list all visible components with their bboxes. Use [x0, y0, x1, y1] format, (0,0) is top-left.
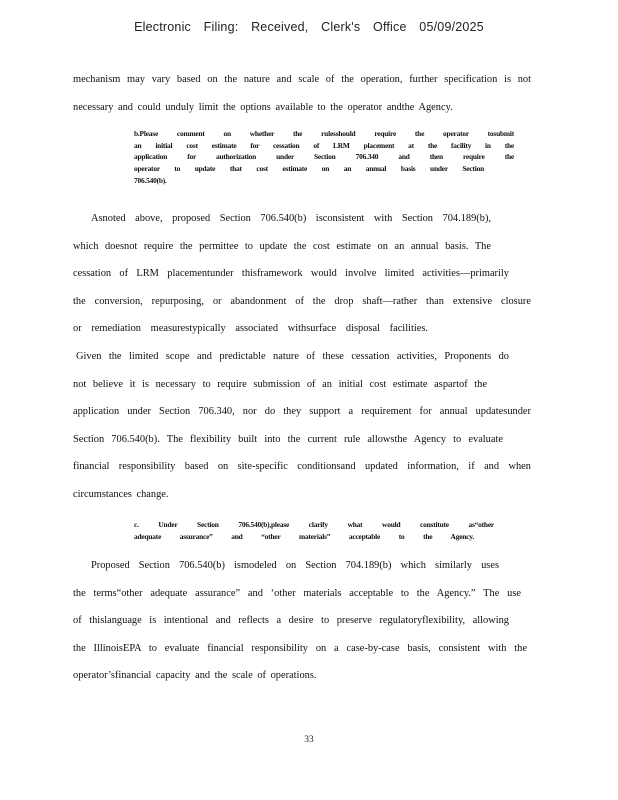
question-line: 706.540(b).: [134, 175, 167, 185]
text-line: the terms“other adequate assurance” and ‘other materials acceptable to the Agency.” The use: [73, 587, 521, 599]
text-line: circumstances change.: [73, 488, 169, 500]
question-line: adequate assurance” and “other materials” acceptable to the Agency.: [134, 531, 474, 541]
text-line: operator’sfinancial capacity and the scale of operations.: [73, 670, 317, 682]
text-line: the conversion, repurposing, or abandonment of the drop shaft—rather than extensive closure: [73, 295, 531, 307]
question-line: c. Under Section 706.540(b),please clarify what would constitute as“other: [134, 520, 494, 529]
text-line: Proposed Section 706.540(b) ismodeled on Section 704.189(b) which similarly uses: [91, 560, 499, 571]
answer-c: [73, 552, 531, 690]
text-line: Section 706.540(b). The flexibility built into the current rule allowsthe Agency to evaluate: [73, 433, 503, 445]
text-line: of thislanguage is intentional and reflects a desire to preserve regulatoryflexibility, allowing: [73, 615, 509, 627]
question-b: [134, 128, 514, 186]
text-line: application under Section 706.340, nor do they support a requirement for annual updatesunder: [73, 406, 531, 418]
question-line: application for authorization under Section 706.340 and then require the: [134, 152, 514, 162]
question-line: an initial cost estimate for cessation of LRM placement at the facility in the: [134, 140, 514, 150]
text-line: financial responsibility based on site-specific conditionsand updated information, if and when: [73, 461, 531, 473]
question-c: [134, 519, 494, 542]
text-line: mechanism may vary based on the nature and scale of the operation, further specification is not: [73, 74, 531, 85]
text-line: Given the limited scope and predictable nature of these cessation activities, Proponents do: [76, 350, 509, 362]
text-line: which doesnot require the permittee to update the cost estimate on an annual basis. The: [73, 240, 491, 252]
page-number: 33: [304, 735, 314, 745]
text-line: not believe it is necessary to require submission of an initial cost estimate aspartof the: [73, 378, 487, 390]
text-line: the IllinoisEPA to evaluate financial responsibility on a case-by-case basis, consistent with the: [73, 642, 527, 654]
question-line: b.Please comment on whether the rulesshould require the operator tosubmit: [134, 129, 514, 138]
text-line: or remediation measurestypically associated withsurface disposal facilities.: [73, 323, 428, 335]
text-line: Asnoted above, proposed Section 706.540(b) isconsistent with Section 704.189(b),: [91, 213, 491, 224]
text-line: cessation of LRM placementunder thisframework would involve limited activities—primarily: [73, 268, 509, 280]
question-line: operator to update that cost estimate on an annual basis under Section: [134, 164, 484, 174]
text-line: necessary and could unduly limit the options available to the operator andthe Agency.: [73, 101, 453, 113]
answer-b: [73, 205, 531, 509]
paragraph-continuation: [73, 66, 531, 121]
filing-stamp: Electronic Filing: Received, Clerk's Office 05/09/2025: [134, 20, 484, 34]
